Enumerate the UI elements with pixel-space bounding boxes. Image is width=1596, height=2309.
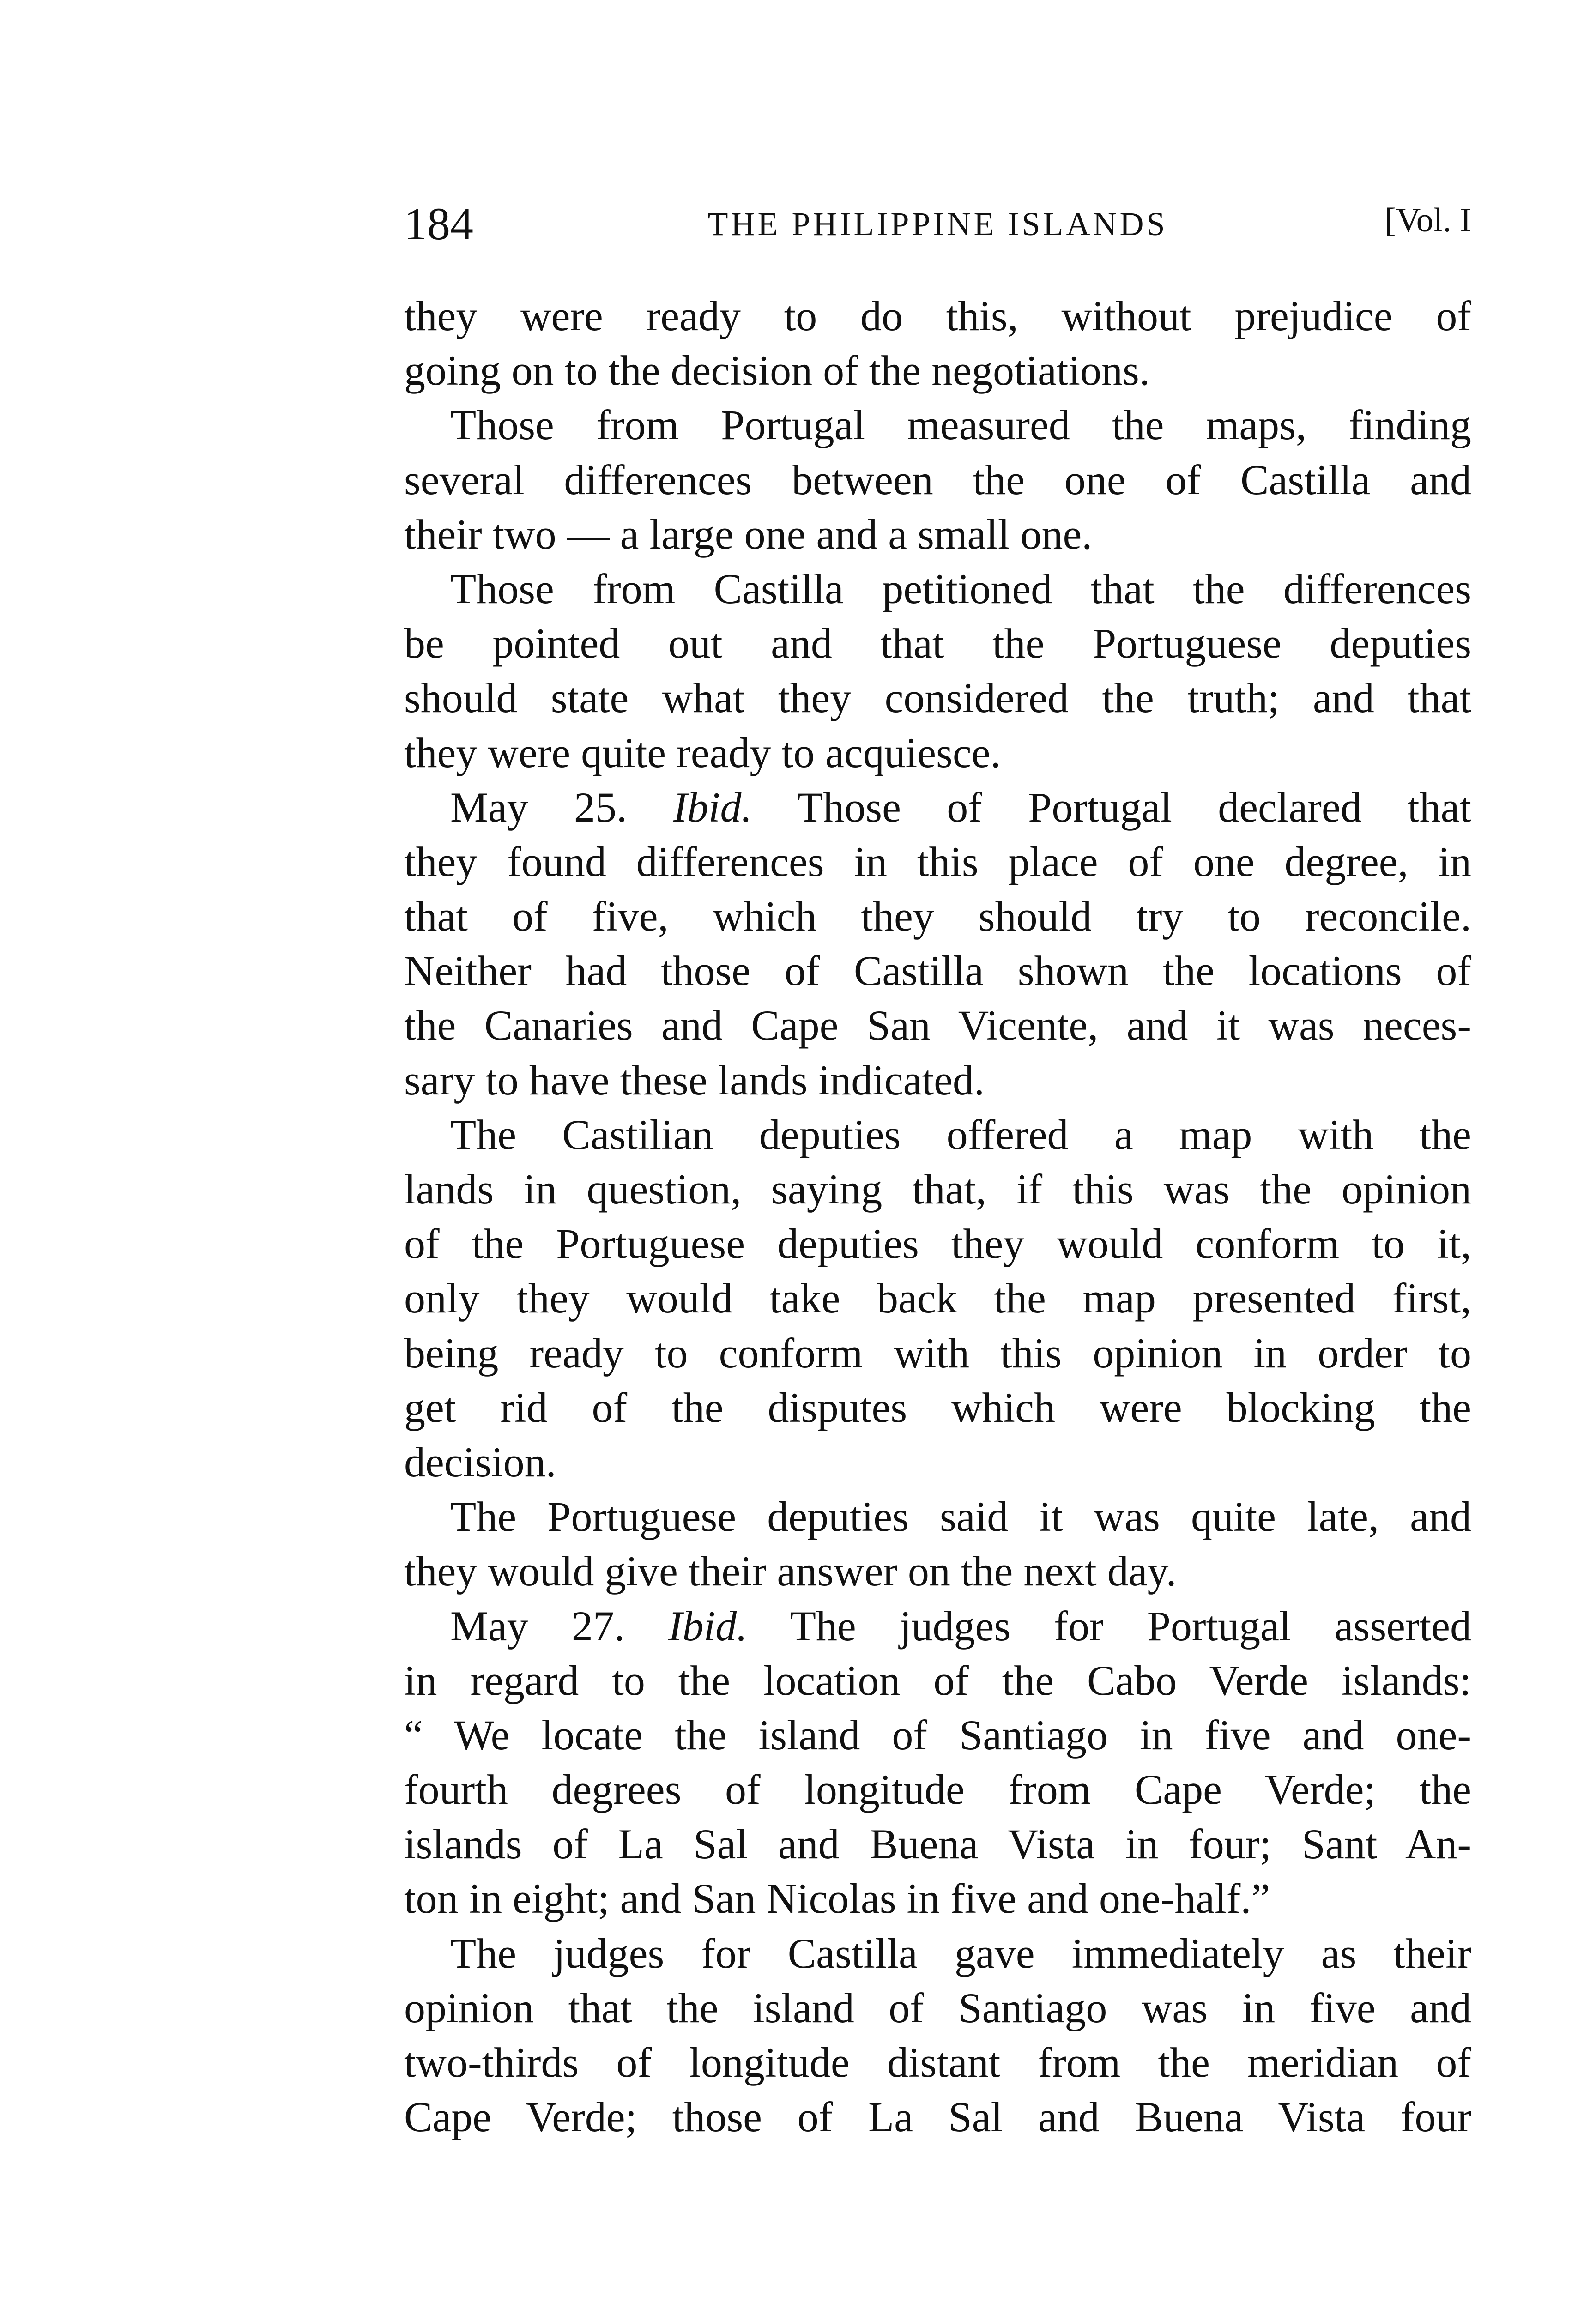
text-line: be pointed out and that the Portuguese deputies [404,620,1471,667]
page-number: 184 [404,198,473,249]
text-line: being ready to conform with this opinion in order to [404,1329,1471,1377]
text-line [404,1599,1471,1653]
text-line: should state what they considered the truth; and that [404,674,1471,722]
text-line: “ We locate the island of Santiago in five and one- [404,1711,1471,1759]
text-line: several differences between the one of Castilla and [404,456,1471,503]
text-line: of the Portuguese deputies they would conform to it, [404,1220,1471,1268]
text-line: they were ready to do this, without prejudice of [404,292,1471,339]
text-line [404,780,1471,834]
text-line: The Portuguese deputies said it was quite late, and [450,1493,1471,1541]
text-line: The judges for Castilla gave immediately as their [450,1929,1471,1977]
text-line: going on to the decision of the negotiations. [404,347,1150,394]
text-line: Neither had those of Castilla shown the locations of [404,947,1471,995]
text-segment: The judges for Portugal asserted [747,1602,1471,1650]
text-line: Those from Castilla petitioned that the differences [450,565,1471,612]
body-text [404,289,1471,2144]
text-line: fourth degrees of longitude from Cape Verde; the [404,1766,1471,1813]
text-line: lands in question, saying that, if this was the opinion [404,1166,1471,1213]
text-segment: May 25. [450,783,673,831]
text-line: two-thirds of longitude distant from the meridian of [404,2039,1471,2086]
text-line: get rid of the disputes which were blocking the [404,1384,1471,1431]
text-line: in regard to the location of the Cabo Verde islands: [404,1656,1471,1704]
text-line: that of five, which they should try to reconcile. [404,893,1471,940]
text-line: only they would take back the map presented first, [404,1275,1471,1322]
text-line: they found differences in this place of one degree, in [404,838,1471,885]
text-line: sary to have these lands indicated. [404,1056,985,1104]
text-line: they were quite ready to acquiesce. [404,729,1001,776]
text-line: their two — a large one and a small one. [404,510,1093,558]
text-line: Cape Verde; those of La Sal and Buena Vista four [404,2093,1471,2141]
text-segment: May 27. [450,1602,668,1650]
text-segment: Those of Portugal declared that [752,783,1472,831]
running-title: THE PHILIPPINE ISLANDS [707,206,1168,242]
running-header [404,194,1471,254]
text-line: opinion that the island of Santiago was in five and [404,1984,1471,2031]
text-line: decision. [404,1438,556,1486]
italic-citation: Ibid. [673,783,752,831]
text-line: they would give their answer on the next day. [404,1547,1177,1595]
text-line: islands of La Sal and Buena Vista in four; Sant An- [404,1820,1471,1868]
text-line: ton in eight; and San Nicolas in five and one-half.” [404,1875,1270,1922]
text-line: The Castilian deputies offered a map with the [450,1111,1471,1158]
text-line: the Canaries and Cape San Vicente, and it was neces- [404,1002,1471,1049]
volume-label: [Vol. I [1384,201,1471,239]
italic-citation: Ibid. [668,1602,748,1650]
text-line: Those from Portugal measured the maps, finding [450,401,1471,449]
